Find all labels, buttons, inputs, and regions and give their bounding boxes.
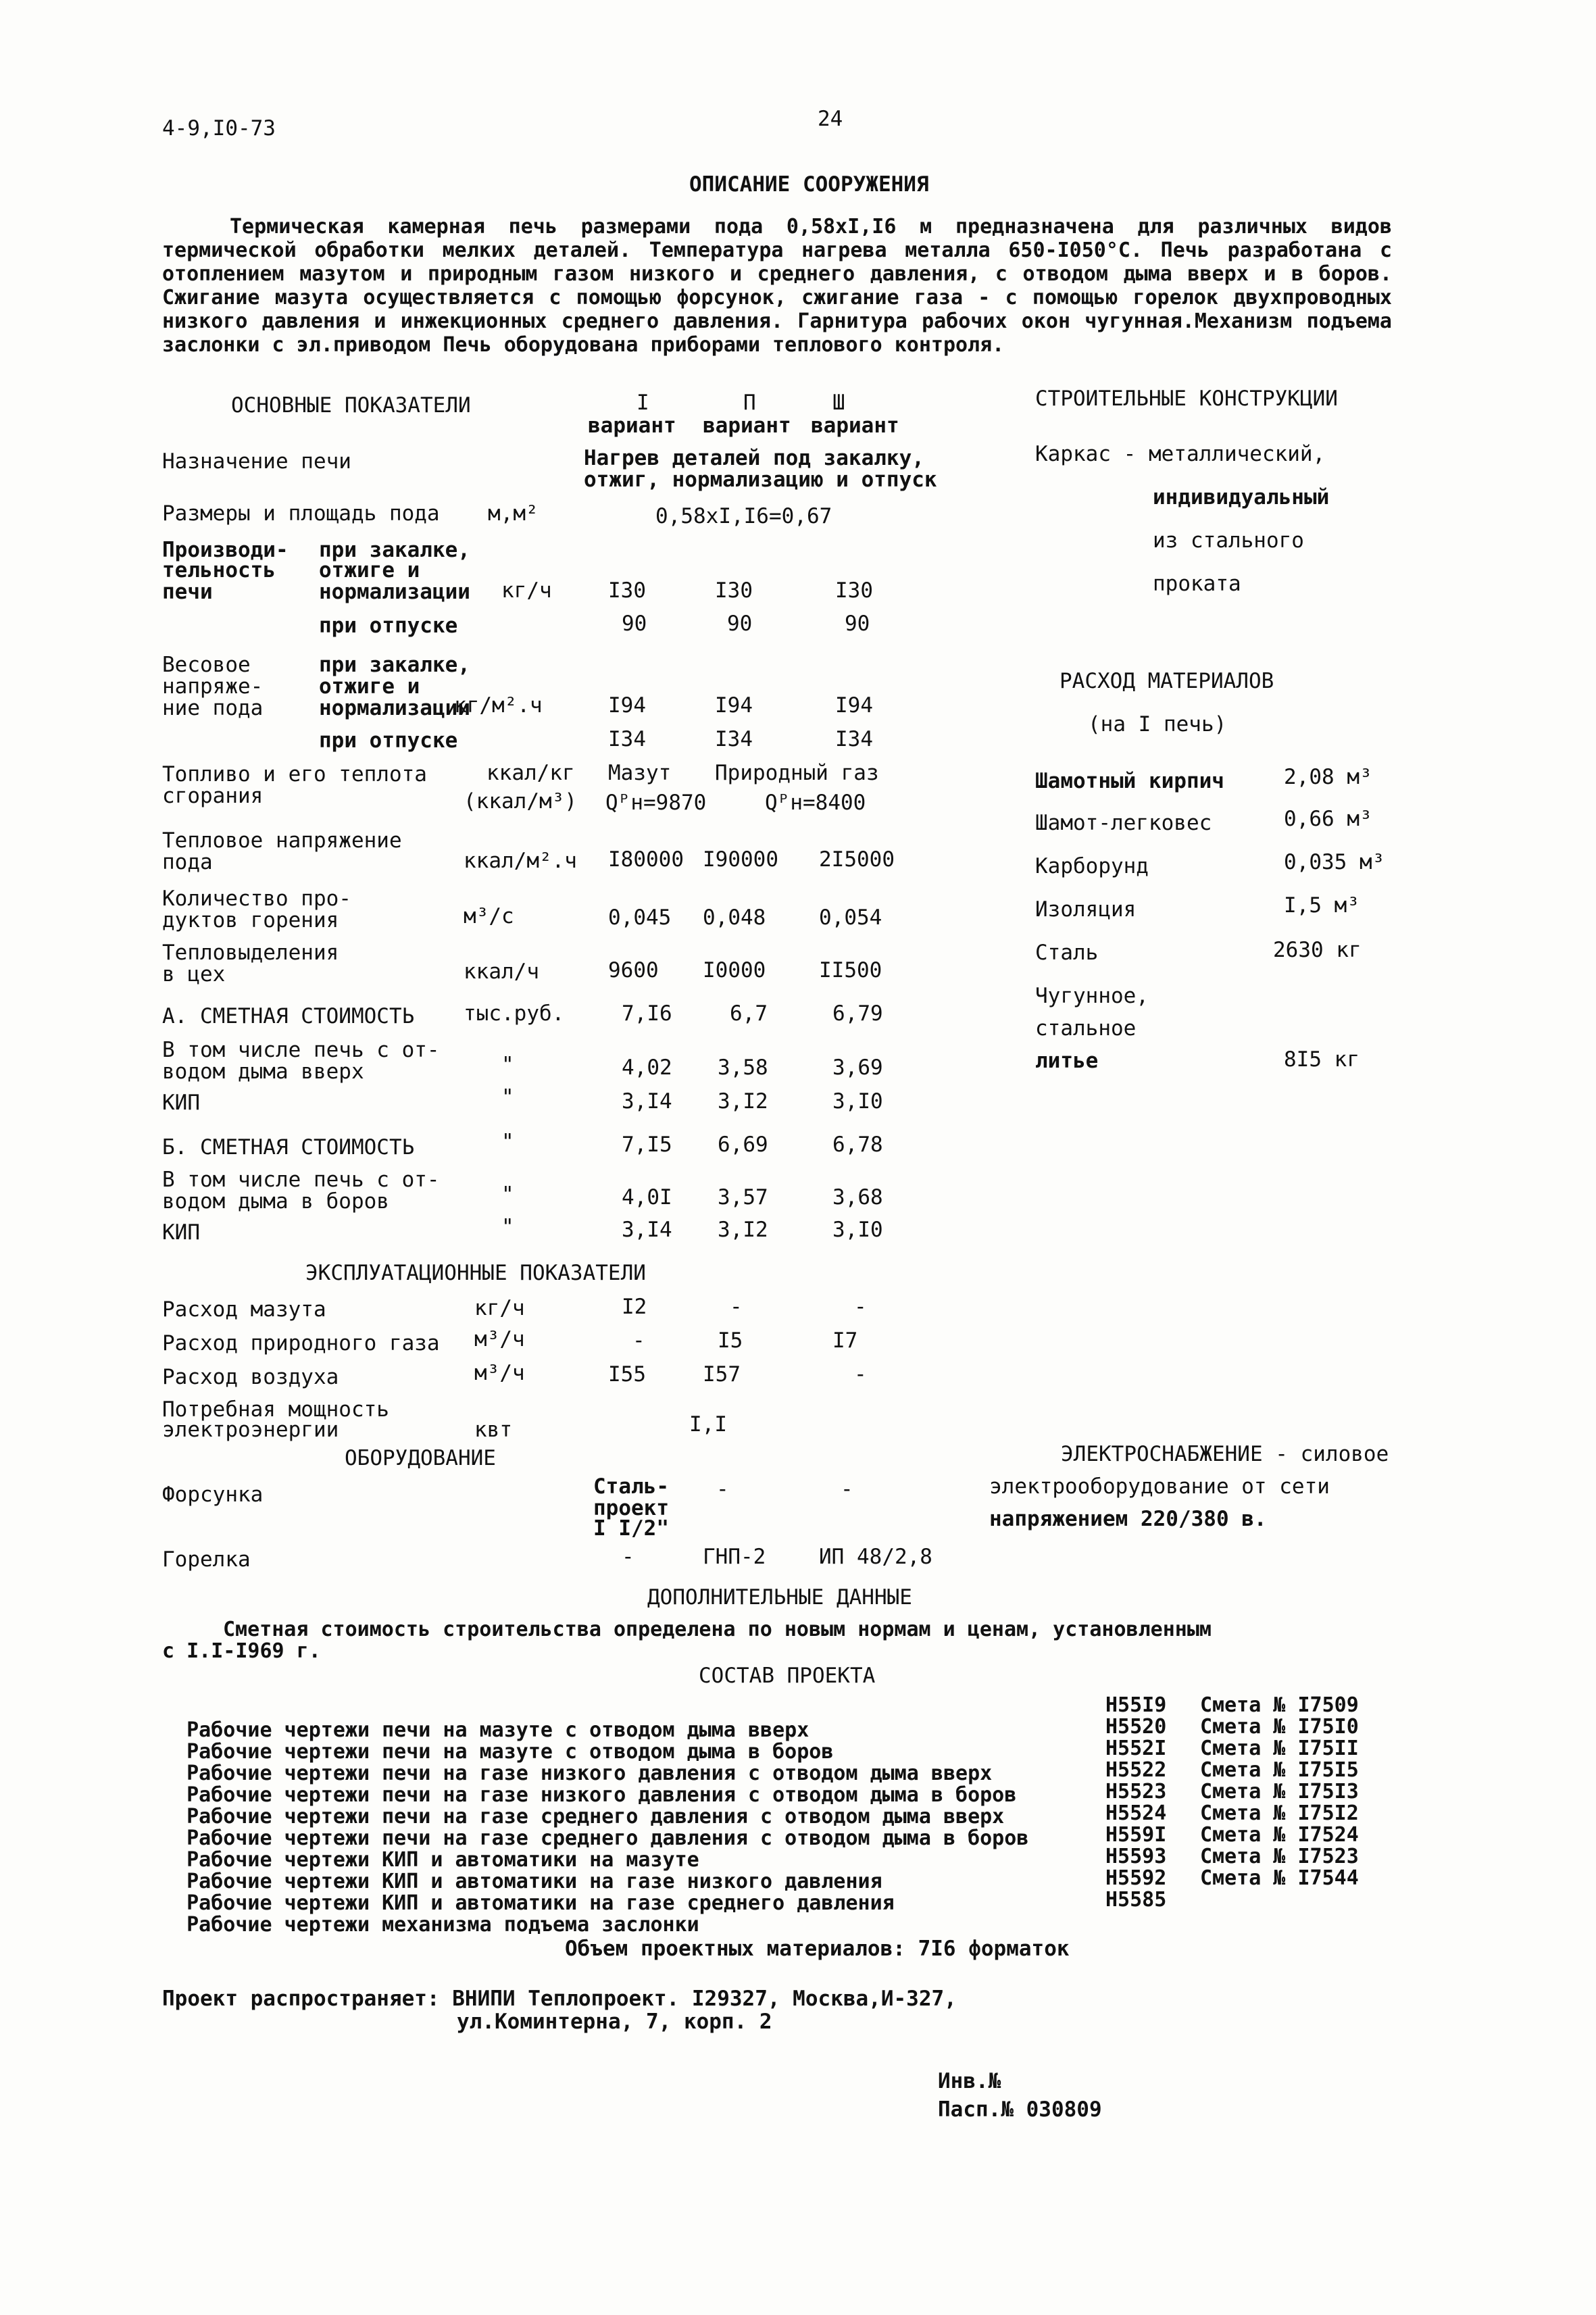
structures-heading: СТРОИТЕЛЬНЫЕ КОНСТРУКЦИИ (1035, 387, 1338, 411)
power-value: I,I (689, 1412, 727, 1437)
additional-line-1: Сметная стоимость строительства определена по новым нормам и ценам, установленным (223, 1618, 1212, 1641)
power-supply-line-1: ЭЛЕКТРОСНАБЖЕНИЕ - силовое (1061, 1442, 1389, 1466)
cost-a-kip-unit: " (501, 1085, 514, 1110)
page-title: ОПИСАНИЕ СООРУЖЕНИЯ (689, 172, 929, 197)
hearth-load-v2-2: I34 (715, 727, 753, 751)
oil-burner-v2: - (716, 1477, 729, 1501)
project-row-text: Рабочие чертежи печи на газе низкого давления с отводом дыма вверх (186, 1762, 993, 1786)
main-indicators-heading: ОСНОВНЫЕ ПОКАЗАТЕЛИ (231, 393, 471, 418)
project-row-text: Рабочие чертежи печи на мазуте с отводом дыма в боров (186, 1740, 834, 1764)
distributor-line-1: Проект распространяет: ВНИПИ Теплопроект. I29327, Москва,И-327, (162, 1987, 957, 2011)
hearth-load-v1-3: I94 (835, 693, 873, 718)
combustion-v2: 0,048 (703, 905, 766, 930)
material-1-name: Шамотный кирпич (1035, 769, 1224, 793)
productivity-sub1-3: нормализации (319, 580, 470, 604)
material-cast-2: стальное (1035, 1016, 1137, 1041)
project-row-estimate: Смета № I75I3 (1200, 1780, 1359, 1803)
cost-a-v2: 6,7 (730, 1001, 768, 1026)
op-row-3-v1: I55 (608, 1362, 646, 1387)
material-5-value: 2630 кг (1273, 938, 1362, 962)
heat-load-v3: 2I5000 (819, 847, 895, 872)
project-row-code: Н5520 (1105, 1715, 1167, 1739)
structures-line-4: проката (1153, 572, 1241, 596)
productivity-v2-1: 90 (622, 612, 647, 636)
productivity-unit: кг/ч (501, 578, 552, 603)
op-row-1-label: Расход мазута (162, 1297, 326, 1322)
structures-line-3: из стального (1153, 528, 1304, 553)
cost-b-incl-label-1: В том числе печь с от- (162, 1168, 440, 1192)
cost-a-kip-v1: 3,I4 (622, 1089, 672, 1114)
gas-burner-v2: ГНП-2 (703, 1545, 766, 1569)
project-row-text: Рабочие чертежи КИП и автоматики на газе среднего давления (186, 1891, 895, 1916)
variant-2-num: П (743, 391, 756, 415)
cost-a-kip-v2: 3,I2 (718, 1089, 768, 1114)
op-row-1-v1: I2 (622, 1295, 647, 1319)
oil-burner-v1-1: Сталь- (593, 1474, 669, 1499)
fuel-label-2: сгорания (162, 784, 264, 808)
fuel-1-q: Qᴾн=9870 (605, 791, 707, 815)
hearth-load-v2-1: I34 (608, 727, 646, 751)
cost-b-kip-label: КИП (162, 1220, 200, 1245)
inventory-number: Инв.№ (938, 2069, 1001, 2093)
variant-1-label: вариант (588, 414, 676, 438)
variant-1-num: I (637, 391, 649, 415)
productivity-sub2: при отпуске (319, 614, 458, 638)
combustion-v3: 0,054 (819, 905, 882, 930)
additional-line-2: с I.I-I969 г. (162, 1639, 321, 1663)
project-volume: Объем проектных материалов: 7I6 форматок (565, 1937, 1070, 1961)
variant-3-num: Ш (832, 391, 845, 415)
oil-burner-v3: - (841, 1477, 853, 1501)
cost-b-incl-unit: " (501, 1183, 514, 1207)
hearth-load-sub1-2: отжиге и (319, 674, 420, 699)
structures-line-2: индивидуальный (1153, 485, 1330, 509)
project-row-estimate: Смета № I7544 (1200, 1866, 1359, 1890)
project-row-code: Н5593 (1105, 1845, 1167, 1868)
size-unit: м,м² (488, 501, 539, 526)
combustion-unit: м³/с (464, 904, 514, 928)
cost-b-label: Б. СМЕТНАЯ СТОИМОСТЬ (162, 1135, 415, 1160)
material-cast-value: 8I5 кг (1284, 1047, 1360, 1072)
productivity-v2-3: 90 (845, 612, 870, 636)
power-supply-line-2: электрооборудование от сети (989, 1474, 1330, 1499)
hearth-load-sub1-3: нормализации (319, 696, 470, 720)
hearth-load-label-1: Весовое (162, 653, 251, 677)
heat-release-v2: I0000 (703, 958, 766, 982)
hearth-load-v1-2: I94 (715, 693, 753, 718)
description-paragraph: Термическая камерная печь размерами пода 0,58xI,I6 м предназначена для различных видов термической обработки мелких деталей. Температура нагрева металла 650-I050°С. Печь разработана с отоплением мазутом и природным газом низкого и среднего давления, с отводом дыма вверх и в боров. Сжигание мазута осуществляется с помощью форсунок, сжигание газа - с помощью горелок двухпроводных низкого давления и инжекционных среднего давления. Гарнитура рабочих окон чугунная.Механизм подъема заслонки с эл.приводом Печь оборудована приборами теплового контроля. (162, 215, 1392, 357)
project-row-estimate: Смета № I75I5 (1200, 1758, 1359, 1782)
gas-burner-v3: ИП 48/2,8 (819, 1545, 932, 1569)
gas-burner-label: Горелка (162, 1547, 251, 1572)
material-3-value: 0,035 м³ (1284, 850, 1385, 874)
hearth-load-v1-1: I94 (608, 693, 646, 718)
heat-load-v2: I90000 (703, 847, 778, 872)
productivity-label-1: Производи- (162, 538, 289, 562)
cost-b-incl-v2: 3,57 (718, 1185, 768, 1210)
power-unit: квт (474, 1418, 512, 1442)
cost-a-incl-v1: 4,02 (622, 1055, 672, 1080)
project-row-estimate: Смета № I7524 (1200, 1823, 1359, 1847)
cost-a-incl-label-2: водом дыма вверх (162, 1060, 364, 1084)
heat-load-unit: ккал/м².ч (464, 849, 577, 873)
material-cast-1: Чугунное, (1035, 984, 1149, 1008)
op-row-1-unit: кг/ч (474, 1296, 525, 1320)
project-row-code: Н55I9 (1105, 1693, 1167, 1717)
op-row-3-label: Расход воздуха (162, 1365, 339, 1389)
material-3-name: Карборунд (1035, 854, 1149, 878)
project-row-code: Н5524 (1105, 1801, 1167, 1825)
variant-2-label: вариант (703, 414, 791, 438)
purpose-value-2: отжиг, нормализацию и отпуск (584, 468, 937, 492)
productivity-sub1-2: отжиге и (319, 558, 420, 582)
op-row-2-v2: I5 (718, 1328, 743, 1353)
hearth-load-label-2: напряже- (162, 674, 264, 699)
hearth-load-sub2: при отпуске (319, 728, 458, 753)
project-row-text: Рабочие чертежи печи на газе среднего давления с отводом дыма вверх (186, 1805, 1005, 1829)
passport-number: Пасп.№ 030809 (938, 2097, 1102, 2122)
heat-release-v1: 9600 (608, 958, 659, 982)
op-row-2-label: Расход природного газа (162, 1331, 440, 1355)
power-supply-line-3: напряжением 220/380 в. (989, 1507, 1267, 1531)
cost-b-v3: 6,78 (832, 1132, 883, 1157)
purpose-label: Назначение печи (162, 449, 351, 474)
size-value: 0,58xI,I6=0,67 (655, 504, 832, 528)
cost-a-v1: 7,I6 (622, 1001, 672, 1026)
materials-heading: РАСХОД МАТЕРИАЛОВ (1059, 669, 1274, 693)
cost-b-incl-label-2: водом дыма в боров (162, 1189, 389, 1214)
cost-b-kip-unit: " (501, 1215, 514, 1239)
additional-heading: ДОПОЛНИТЕЛЬНЫЕ ДАННЫЕ (647, 1585, 912, 1610)
project-row-text: Рабочие чертежи КИП и автоматики на газе низкого давления (186, 1870, 882, 1894)
op-row-2-v3: I7 (832, 1328, 858, 1353)
purpose-value-1: Нагрев деталей под закалку, (584, 446, 924, 470)
project-row-estimate: Смета № I75I2 (1200, 1801, 1359, 1825)
cost-a-label: А. СМЕТНАЯ СТОИМОСТЬ (162, 1004, 415, 1028)
heat-load-label-1: Тепловое напряжение (162, 828, 402, 853)
oil-burner-label: Форсунка (162, 1483, 264, 1507)
cost-b-incl-v1: 4,0I (622, 1185, 672, 1210)
op-row-3-v2: I57 (703, 1362, 741, 1387)
productivity-v1-1: I30 (608, 578, 646, 603)
project-row-text: Рабочие чертежи печи на мазуте с отводом дыма вверх (186, 1718, 809, 1743)
cost-a-incl-v2: 3,58 (718, 1055, 768, 1080)
fuel-1-name: Мазут (608, 761, 672, 785)
productivity-v2-2: 90 (727, 612, 753, 636)
hearth-load-v2-3: I34 (835, 727, 873, 751)
size-label: Размеры и площадь пода (162, 501, 440, 526)
project-row-code: Н552I (1105, 1737, 1167, 1760)
fuel-unit-1: ккал/кг (487, 761, 575, 785)
fuel-label-1: Топливо и его теплота (162, 762, 427, 787)
material-4-value: I,5 м³ (1284, 893, 1360, 918)
productivity-label-2: тельность (162, 558, 276, 582)
material-2-value: 0,66 м³ (1284, 807, 1372, 831)
cost-a-incl-unit: " (501, 1053, 514, 1077)
material-1-value: 2,08 м³ (1284, 765, 1372, 789)
project-row-estimate: Смета № I75II (1200, 1737, 1359, 1760)
op-row-2-v1: - (632, 1328, 645, 1353)
productivity-sub1-1: при закалке, (319, 538, 470, 562)
project-row (162, 1889, 699, 1937)
material-cast-3: литье (1035, 1049, 1099, 1073)
combustion-label-2: дуктов горения (162, 908, 339, 932)
project-row-text: Рабочие чертежи печи на газе низкого давления с отводом дыма в боров (186, 1783, 1017, 1808)
fuel-unit-2: (ккал/м³) (464, 789, 577, 814)
hearth-load-sub1-1: при закалке, (319, 653, 470, 677)
op-row-3-unit: м³/ч (474, 1361, 525, 1385)
combustion-v1: 0,045 (608, 905, 672, 930)
cost-a-incl-label-1: В том числе печь с от- (162, 1038, 440, 1062)
fuel-2-q: Qᴾн=8400 (765, 791, 866, 815)
cost-b-v2: 6,69 (718, 1132, 768, 1157)
cost-b-unit: " (501, 1130, 514, 1154)
cost-b-kip-v1: 3,I4 (622, 1218, 672, 1242)
project-row-text: Рабочие чертежи КИП и автоматики на мазуте (186, 1848, 699, 1872)
project-row-estimate: Смета № I7509 (1200, 1693, 1359, 1717)
heat-release-v3: II500 (819, 958, 882, 982)
cost-b-incl-v3: 3,68 (832, 1185, 883, 1210)
project-row-code: Н5592 (1105, 1866, 1167, 1890)
productivity-label-3: печи (162, 580, 213, 604)
project-row-code: Н5523 (1105, 1780, 1167, 1803)
productivity-v1-2: I30 (715, 578, 753, 603)
doc-number: 4-9,I0-73 (162, 116, 276, 141)
material-5-name: Сталь (1035, 941, 1099, 965)
gas-burner-v1: - (622, 1545, 634, 1569)
distributor-line-2: ул.Коминтерна, 7, корп. 2 (457, 2010, 772, 2034)
cost-b-kip-v3: 3,I0 (832, 1218, 883, 1242)
hearth-load-unit: кг/м².ч (454, 693, 543, 718)
op-row-1-v2: - (730, 1295, 743, 1319)
material-2-name: Шамот-легковес (1035, 811, 1212, 835)
project-heading: СОСТАВ ПРОЕКТА (699, 1664, 876, 1688)
structures-line-1: Каркас - металлический, (1035, 442, 1326, 466)
cost-a-unit: тыс.руб. (464, 1001, 565, 1026)
cost-a-v3: 6,79 (832, 1001, 883, 1026)
project-row-code: Н5585 (1105, 1888, 1167, 1912)
op-row-1-v3: - (854, 1295, 867, 1319)
project-row-code: Н5522 (1105, 1758, 1167, 1782)
op-row-2-unit: м³/ч (474, 1327, 525, 1351)
cost-a-incl-v3: 3,69 (832, 1055, 883, 1080)
heat-load-label-2: пода (162, 850, 213, 874)
project-row-estimate: Смета № I75I0 (1200, 1715, 1359, 1739)
op-row-3-v3: - (854, 1362, 867, 1387)
equipment-heading: ОБОРУДОВАНИЕ (345, 1446, 496, 1470)
heat-release-label-1: Тепловыделения (162, 941, 339, 965)
productivity-v1-3: I30 (835, 578, 873, 603)
fuel-2-name: Природный газ (715, 761, 879, 785)
variant-3-label: вариант (811, 414, 899, 438)
heat-release-label-2: в цех (162, 962, 226, 987)
material-4-name: Изоляция (1035, 897, 1137, 922)
cost-a-kip-label: КИП (162, 1091, 200, 1115)
materials-subheading: (на I печь) (1088, 712, 1227, 737)
combustion-label-1: Количество про- (162, 887, 351, 911)
operational-heading: ЭКСПЛУАТАЦИОННЫЕ ПОКАЗАТЕЛИ (305, 1261, 646, 1285)
oil-burner-v1-3: I I/2" (593, 1516, 669, 1541)
oil-burner-v1-2: проект (593, 1496, 669, 1520)
power-label-1: Потребная мощность (162, 1397, 389, 1422)
power-label-2: электроэнергии (162, 1418, 339, 1442)
page-number: 24 (818, 107, 843, 131)
project-row-code: Н559I (1105, 1823, 1167, 1847)
heat-release-unit: ккал/ч (464, 960, 539, 984)
cost-b-kip-v2: 3,I2 (718, 1218, 768, 1242)
project-row-text: Рабочие чертежи механизма подъема заслонки (186, 1913, 699, 1937)
cost-a-kip-v3: 3,I0 (832, 1089, 883, 1114)
project-row-estimate: Смета № I7523 (1200, 1845, 1359, 1868)
hearth-load-label-3: ние пода (162, 696, 264, 720)
cost-b-v1: 7,I5 (622, 1132, 672, 1157)
heat-load-v1: I80000 (608, 847, 684, 872)
project-row-text: Рабочие чертежи печи на газе среднего давления с отводом дыма в боров (186, 1826, 1029, 1851)
